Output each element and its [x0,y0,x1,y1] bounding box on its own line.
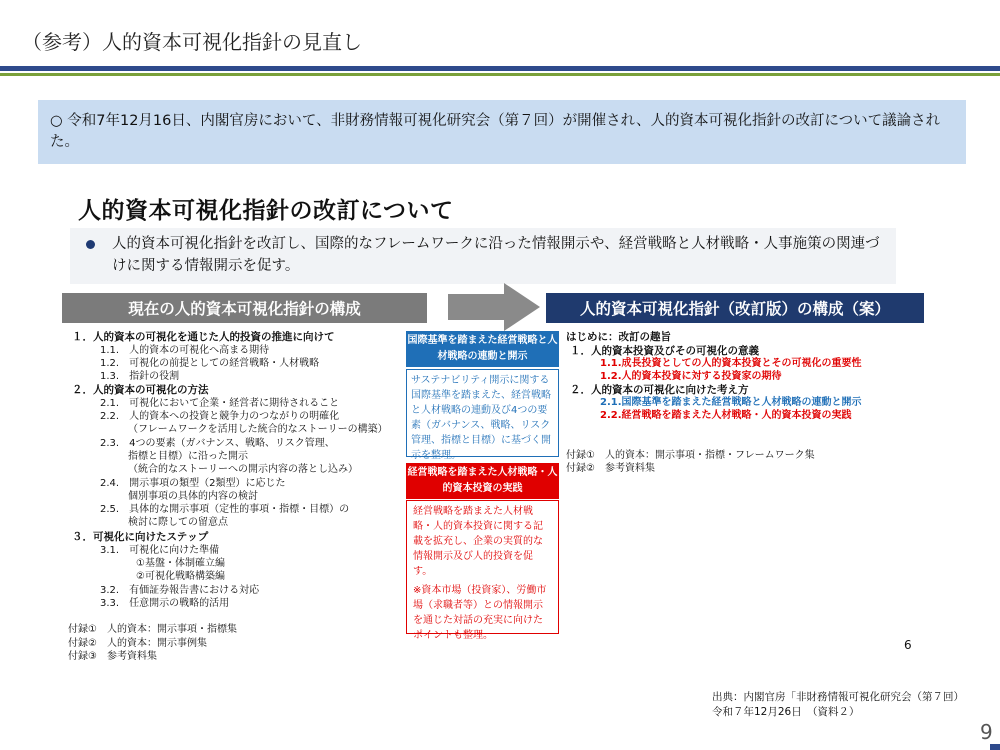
list-item: （フレームワークを活用した統合的なストーリーの構築） [128,424,388,435]
strategy-practice-box-note: ※資本市場（投資家）、労働市場（求職者等）との情報開示を通じた対話の充実に向けたポイントも整理。 [413,585,547,641]
source-citation [712,690,964,720]
source-line: 出典：内閣官房「非財務情報可視化研究会（第７回） [712,691,964,703]
list-item: ②可視化戦略構築編 [136,571,225,582]
list-item: 個別事項の具体的内容の検討 [128,491,258,502]
bullet-text: 人的資本可視化指針を改訂し、国際的なフレームワークに沿った情報開示や、経営戦略と人材戦略・人事施策の関連づけに関する情報開示を促す。 [112,236,880,274]
strategy-practice-box [406,500,559,641]
slide-number: 9 [980,720,993,744]
list-item: １．人的資本の可視化を通じた人的投資の推進に向けて [72,331,335,343]
list-item: 付録① 人的資本：開示事項・指標集 [68,624,237,635]
bullet-dot-icon [86,240,95,249]
list-item: 2.4. 開示事項の類型（2類型）に応じた [100,478,286,489]
header-rule-blue [0,66,1000,71]
list-item: 1.2.人的資本投資に対する投資家の期待 [600,371,782,382]
inner-page-number: 6 [904,638,912,652]
list-item: 1.1. 人的資本の可視化へ高まる期待 [100,345,270,356]
list-item: 2.2. 人的資本への投資と競争力のつながりの明確化 [100,411,340,422]
list-item: 1.1.成長投資としての人的資本投資とその可視化の重要性 [600,358,862,369]
list-item: 1.3. 指針の役割 [100,371,180,382]
international-standard-box-body: サステナビリティ開示に関する国際基準を踏まえた、経営戦略と人材戦略の連動及び4つの要素（ガバナンス、戦略、リスク管理、指標と目標）に基づく開示を整理。 [406,369,559,457]
list-item: 指標と目標）に沿った開示 [128,451,248,462]
strategy-practice-box-body: 経営戦略を踏まえた人材戦略・人的資本投資に関する記載を拡充し、企業の実質的な情報開示及び人的投資を促す。 [413,506,543,577]
list-item: ２．人的資本の可視化の方法 [72,384,209,396]
list-item: ３．可視化に向けたステップ [72,531,209,543]
notice-text: ○ 令和7年12月16日、内閣官房において、非財務情報可視化研究会（第７回）が開催され、人的資本可視化指針の改訂について議論された。 [50,113,941,150]
list-item: 2.5. 具体的な開示事項（定性的事項・指標・目標）の [100,504,350,515]
list-item: 1.2. 可視化の前提としての経営戦略・人材戦略 [100,358,320,369]
list-item: 3.3. 任意開示の戦略的活用 [100,598,230,609]
current-structure-banner: 現在の人的資本可視化指針の構成 [62,293,427,323]
source-line: 令和７年12月26日 （資料２） [712,706,860,718]
list-item: 2.3. 4つの要素（ガバナンス、戦略、リスク管理、 [100,438,335,449]
list-item: はじめに：改訂の趣旨 [566,331,671,343]
list-item: ２．人的資本の可視化に向けた考え方 [570,384,749,396]
revised-structure-banner: 人的資本可視化指針（改訂版）の構成（案） [546,293,924,323]
panel-title: 人的資本可視化指針の改訂について [78,198,454,224]
list-item: （統合的なストーリーへの開示内容の落とし込み） [128,464,358,475]
right-arrow-icon [448,283,540,331]
header-rule-green [0,73,1000,76]
list-item: 付録① 人的資本：開示事項・指標・フレームワーク集 [566,450,815,461]
international-standard-box-heading: 国際基準を踏まえた経営戦略と人材戦略の連動と開示 [406,331,559,367]
strategy-practice-box-heading: 経営戦略を踏まえた人材戦略・人的資本投資の実践 [406,463,559,499]
list-item: 3.1. 可視化に向けた準備 [100,545,220,556]
page-title: （参考）人的資本可視化指針の見直し [22,30,362,54]
list-item: 2.1.国際基準を踏まえた経営戦略と人材戦略の連動と開示 [600,397,862,408]
corner-accent [990,744,1000,750]
list-item: 3.2. 有価証券報告書における対応 [100,585,260,596]
list-item: 付録② 参考資料集 [566,463,655,474]
list-item: 2.2.経営戦略を踏まえた人材戦略・人的資本投資の実践 [600,410,852,421]
list-item: 2.1. 可視化において企業・経営者に期待されること [100,398,340,409]
list-item: ①基盤・体制確立編 [136,558,225,569]
list-item: 付録③ 参考資料集 [68,651,157,662]
list-item: 付録② 人的資本：開示事例集 [68,638,207,649]
list-item: 検討に際しての留意点 [128,517,228,528]
list-item: １．人的資本投資及びその可視化の意義 [570,345,759,357]
